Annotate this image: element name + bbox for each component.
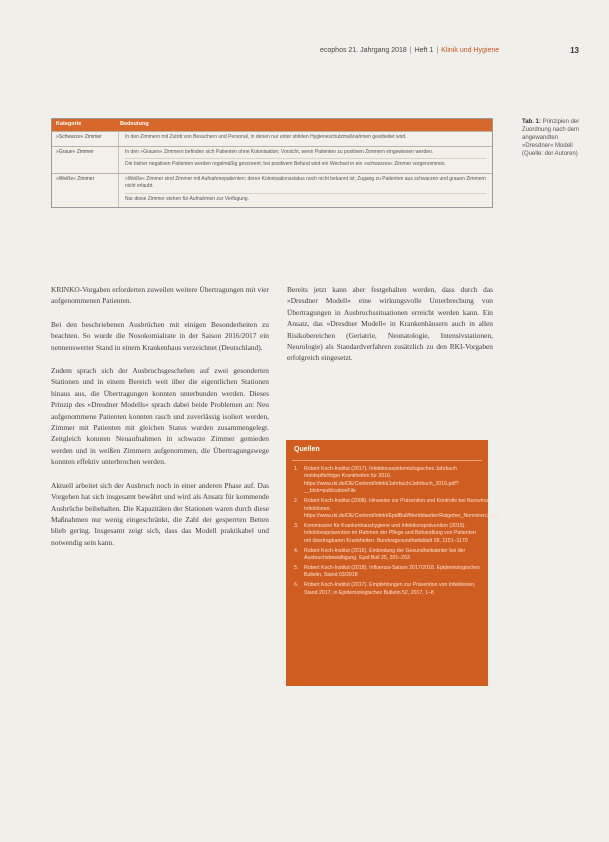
category-table [51, 118, 493, 208]
row-category: »Weiße« Zimmer [52, 174, 119, 208]
row-paragraph: Die bisher negativen Patienten werden regelmäßig gescreent; bei positivem Befund wird ein Wechsel in ein »schwarzes« Zimmer vorgenommen. [125, 158, 486, 169]
source-item: 3. Kommission für Krankenhaushygiene und Infektionsprävention (2015). Infektionsprävention im Rahmen der Pflege und Behandlung von Patienten mit übertragbaren Krankheiten. Bundesgesundheitsblatt 58, 1151–1170 [294, 523, 480, 546]
source-item: 5. Robert Koch-Institut (2018). Influenza-Saison 2017/2018. Epidemiologisches Bulletin, Stand 03/2018 [294, 564, 480, 579]
caption-text: Prinzipien der Zuordnung nach dem angewandten »Dresdner« Modell (Quelle: der Autoren) [522, 119, 580, 157]
source-text: Robert Koch-Institut (2016). Einbindung der Gesundheitsämter bei der Ausbruchsbewältigung. Epid Bull 25, 201–203 [304, 547, 466, 562]
table-header-meaning: Bedeutung [120, 121, 149, 128]
source-text: Robert Koch-Institut (2008). Hinweise zur Prävention und Kontrolle bei Norovirus-Infektionen. https://www.rki.de/DE/Content/Infekt/EpidBull/Merkblaetter/Ratgeber_Noroviren.html [304, 497, 498, 520]
body-column-right [287, 284, 493, 364]
body-paragraph: Bei den beschriebenen Ausbrüchen mit einigen Besonderheiten zu beachten. So wurde die Nosokomialrate in der Saison 2016/2017 ein nennenswerter Stand in einem Krankenhaus verzeichnet (Deutschland). [51, 319, 269, 352]
row-paragraph: »Weiße« Zimmer sind Zimmer mit Aufnahmepatienten; deren Kolonisationsstatus noch nicht bekannt ist; Zugang zu Patienten aus schwarzen und grauen Zimmern nicht erlaubt. [125, 175, 486, 189]
caption-label: Tab. 1: [522, 119, 541, 125]
source-item: 2. Robert Koch-Institut (2008). Hinweise zur Prävention und Kontrolle bei Norovirus-Infektionen. https://www.rki.de/DE/Content/Infekt/EpidBull/Merkblaetter/Ratgeber_Noroviren.html [294, 497, 498, 520]
header-separator: | [436, 47, 439, 54]
table-row [52, 173, 492, 208]
body-column-left [51, 284, 269, 560]
journal-title: ecophos 21. Jahrgang 2018 [320, 47, 407, 54]
row-paragraph: Nur diese Zimmer stehen für Aufnahmen zur Verfügung. [125, 193, 486, 204]
table-header [52, 119, 492, 131]
issue-label: Heft 1 [414, 47, 434, 54]
body-paragraph: Zudem sprach sich der Ausbruchsgeschehen auf zwei gesonderten Stationen und in einem Bereich weit über die eigentlichen Stationen hinaus aus, die Übertragungen konnten unterbunden werden. Dieses Prinzip des »Dresdner Modells« sprach dabei beide Problemen an: Neu aufgenommene Patienten konnten rasch und zuverlässig isoliert werden, Zimmer mit Patienten mit gleichen Status wurden zusammengelegt. Zeitgleich konnten Neuaufnahmen in schwarze Zimmer gemieden werden und in weißen Zimmern aufgenommen, die Übertragungswege konnten effektiv unterbrochen werden. [51, 366, 269, 467]
row-description [119, 174, 492, 208]
table-row [52, 131, 492, 146]
section-label: Klinik und Hygiene [441, 47, 500, 54]
header-separator: | [409, 47, 412, 54]
sources-divider [292, 460, 482, 461]
sources-box [286, 440, 498, 686]
row-paragraph: In den »Grauen« Zimmern befinden sich Patienten ohne Kolonisation; Vorsicht, wenn Patienten zu positiven Zimmern eingewiesen werden. [125, 148, 434, 155]
body-paragraph: KRINKO-Vorgaben erforderten zuweilen weitere Übertragungen mit vier aufgenommenen Patienten. [51, 285, 269, 306]
source-item: 1. Robert Koch-Institut (2017). Infektionsepidemiologisches Jahrbuch meldepflichtiger Krankheiten für 2016. https://www.rki.de/DE/Content/Infekt/Jahrbuch/Jahrbuch_2016.pdf?__blob=publicationFile [294, 466, 480, 496]
row-description [119, 132, 492, 146]
source-item: 6. Robert Koch-Institut (2017). Empfehlungen zur Prävention von Infektionen, Stand 2017, in Epidemiologisches Bulletin 52, 2017, 1–8 [294, 582, 480, 597]
body-paragraph: Aktuell arbeitet sich der Ausbruch noch in einer anderen Phase auf. Das Vorgehen hat sich insgesamt bewährt und wird als Ansatz für kommende Ausbrüche beibehalten. Die Kapazitäten der Stationen waren durch diese Maßnahmen nur wenig eingeschränkt, die Zahl der gesperrten Betten blieb gering. Insgesamt zeigt sich, dass das Modell praktikabel und notwendig sein kann. [51, 480, 269, 547]
table-caption [522, 118, 584, 158]
source-text: Robert Koch-Institut (2017). Infektionsepidemiologisches Jahrbuch meldepflichtiger Krankheiten für 2016. https://www.rki.de/DE/Content/Infekt/Jahrbuch/Jahrbuch_2016.pdf?__blob=publicationFile [304, 465, 459, 495]
row-category: »Schwarze« Zimmer [52, 132, 119, 146]
row-category: »Graue« Zimmer [52, 147, 119, 173]
sources-title: Quellen [294, 446, 320, 453]
source-text: Kommission für Krankenhaushygiene und Infektionsprävention (2015). Infektionsprävention im Rahmen der Pflege und Behandlung von Patienten mit übertragbaren Krankheiten. Bundesgesundheitsblatt 58, 1151–1170 [304, 522, 476, 544]
table-row [52, 146, 492, 173]
body-paragraph: Bereits jetzt kann aber festgehalten werden, dass durch das »Dresdner Modell« eine wirkungsvolle Unterbrechung von Übertragungen in Ausbruchssituationen erreicht werden kann. Ein Ansatz, das »Dresdner Modell« in Krankenhäusern auch in allen Risikobereichen (Geriatrie, Neonatologie, Intensivstationen, Neurologie) als Standardverfahren zusätzlich zu den RKI-Vorgaben erfolgreich eingesetzt. [287, 285, 493, 363]
sources-list [286, 465, 498, 598]
page-number: 13 [570, 46, 579, 55]
page-header [320, 46, 579, 55]
row-description [119, 147, 492, 173]
source-text: Robert Koch-Institut (2018). Influenza-Saison 2017/2018. Epidemiologisches Bulletin, Stand 03/2018 [304, 564, 480, 579]
source-text: Robert Koch-Institut (2017). Empfehlungen zur Prävention von Infektionen, Stand 2017, in Epidemiologisches Bulletin 52, 2017, 1–8 [304, 581, 476, 596]
row-paragraph: In den Zimmern mit Zutritt von Besuchern und Personal, in denen nur unter strikten Hygieneschutzmaßnahmen gearbeitet wird. [125, 134, 407, 140]
table-header-category: Kategorie [56, 121, 82, 128]
source-item: 4. Robert Koch-Institut (2016). Einbindung der Gesundheitsämter bei der Ausbruchsbewältigung. Epid Bull 25, 201–203 [294, 548, 480, 563]
